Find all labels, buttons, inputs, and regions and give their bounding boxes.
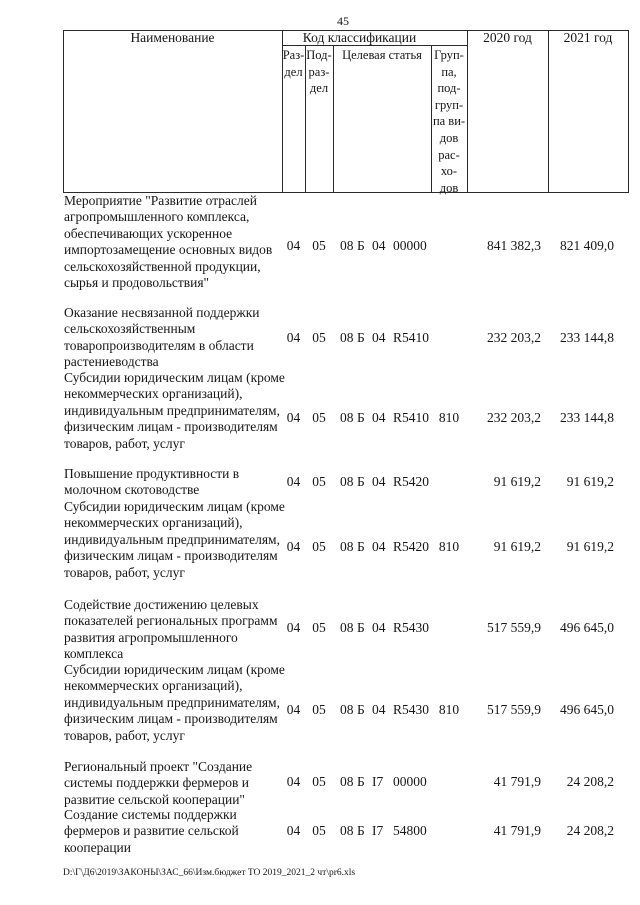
target-article-part: 04 (372, 330, 386, 345)
target-article-part: Б (357, 774, 365, 789)
row-name: Региональный проект "Создание системы поддержки фермеров и развитие сельской кооперации" (64, 759, 253, 807)
header-col-divider (467, 30, 468, 193)
target-article-part: 00000 (393, 238, 427, 253)
amount-2021: 233 144,8 (560, 330, 614, 345)
expense-group-code: 810 (438, 539, 460, 554)
amount-2021: 24 208,2 (566, 774, 614, 789)
target-article-part: R5420 (393, 474, 430, 489)
amount-2021: 233 144,8 (560, 410, 614, 425)
target-article-part: 54800 (393, 823, 427, 838)
target-article-part: Б (357, 410, 365, 425)
target-article-part: 04 (372, 410, 386, 425)
row-name: Содействие достижению целевых показателей региональных программ развития агропромышленного комплекса (64, 597, 278, 662)
target-article-part: 08 (340, 774, 354, 789)
header-left-border (63, 30, 64, 193)
amount-2021: 821 409,0 (560, 238, 614, 253)
target-article-part: Б (357, 330, 365, 345)
amount-2020: 517 559,9 (487, 620, 541, 635)
subsection-code: 05 (312, 238, 326, 253)
amount-2020: 232 203,2 (487, 410, 541, 425)
header-expense-group: Груп- па, под- груп- па ви- дов рас- хо- дов (432, 48, 466, 195)
target-article-part: 08 (340, 823, 354, 838)
header-col-divider (333, 45, 334, 193)
row-name: Субсидии юридическим лицам (кроме некоммерческих организаций), индивидуальным предпринимателям, физическим лицам - производителям товаров, работ, услуг (64, 499, 285, 580)
section-code: 04 (286, 774, 301, 789)
row-name: Повышение продуктивности в молочном скотоводстве (64, 466, 240, 498)
amount-2020: 41 791,9 (493, 823, 541, 838)
amount-2020: 91 619,2 (493, 474, 541, 489)
amount-2021: 496 645,0 (560, 620, 614, 635)
amount-2020: 91 619,2 (493, 539, 541, 554)
target-article-part: Б (357, 238, 365, 253)
subsection-code: 05 (312, 774, 326, 789)
header-classification: Код классификации (302, 30, 417, 45)
target-article-part: 08 (340, 620, 354, 635)
row-name: Мероприятие "Развитие отраслей агропромышленного комплекса, обеспечивающих ускоренное импортозамещение основных видов сельскохозяйственной продукции, сырья и продовольствия" (64, 193, 273, 291)
subsection-code: 05 (312, 410, 326, 425)
header-name: Наименование (130, 30, 215, 45)
target-article-part: 04 (372, 539, 386, 554)
header-year-2020: 2020 год (483, 30, 532, 45)
row-name: Оказание несвязанной поддержки сельскохозяйственным товаропроизводителям в области растениеводства (64, 305, 260, 370)
target-article-part: Б (357, 539, 365, 554)
section-code: 04 (286, 330, 301, 345)
row-name: Создание системы поддержки фермеров и развитие сельской кооперации (64, 807, 239, 855)
target-article-part: I7 (372, 774, 384, 789)
target-article-part: 08 (340, 330, 354, 345)
section-code: 04 (286, 539, 301, 554)
row-name: Субсидии юридическим лицам (кроме некоммерческих организаций), индивидуальным предпринимателям, физическим лицам - производителям товаров, работ, услуг (64, 662, 285, 743)
target-article-part: 08 (340, 539, 354, 554)
section-code: 04 (286, 702, 301, 717)
header-year-2021: 2021 год (563, 30, 613, 45)
target-article-part: 08 (340, 702, 354, 717)
amount-2020: 232 203,2 (487, 330, 541, 345)
target-article-part: 00000 (393, 774, 427, 789)
section-code: 04 (286, 410, 301, 425)
amount-2020: 41 791,9 (493, 774, 541, 789)
target-article-part: 08 (340, 238, 354, 253)
target-article-part: Б (357, 702, 365, 717)
subsection-code: 05 (312, 702, 326, 717)
header-section: Раз- дел (282, 48, 305, 79)
section-code: 04 (286, 474, 301, 489)
page-number: 45 (337, 14, 349, 28)
amount-2021: 24 208,2 (566, 823, 614, 838)
target-article-part: R5410 (393, 330, 430, 345)
target-article-part: R5420 (393, 539, 430, 554)
target-article-part: 08 (340, 410, 354, 425)
subsection-code: 05 (312, 539, 326, 554)
section-code: 04 (286, 620, 301, 635)
header-subsection: Под- раз- дел (306, 48, 332, 96)
section-code: 04 (286, 238, 301, 253)
amount-2021: 496 645,0 (560, 702, 614, 717)
amount-2021: 91 619,2 (566, 474, 614, 489)
amount-2020: 517 559,9 (487, 702, 541, 717)
subsection-code: 05 (312, 620, 326, 635)
subsection-code: 05 (312, 330, 326, 345)
target-article-part: 04 (372, 702, 386, 717)
target-article-part: R5430 (393, 702, 430, 717)
expense-group-code: 810 (438, 702, 460, 717)
row-name: Субсидии юридическим лицам (кроме некоммерческих организаций), индивидуальным предпринимателям, физическим лицам - производителям товаров, работ, услуг (64, 370, 285, 451)
expense-group-code: 810 (438, 410, 460, 425)
target-article-part: Б (357, 474, 365, 489)
target-article-part: 04 (372, 620, 386, 635)
amount-2021: 91 619,2 (566, 539, 614, 554)
footer-file-path: D:\Г\Д6\2019\ЗАКОНЫ\ЗАС_66\Изм.бюджет ТО 2019_2021_2 чт\pr6.xls (63, 868, 356, 878)
target-article-part: 08 (340, 474, 354, 489)
subsection-code: 05 (312, 823, 326, 838)
header-col-divider (548, 30, 549, 193)
target-article-part: I7 (372, 823, 384, 838)
header-right-border (628, 30, 629, 193)
target-article-part: Б (357, 620, 365, 635)
section-code: 04 (286, 823, 301, 838)
subsection-code: 05 (312, 474, 326, 489)
target-article-part: 04 (372, 238, 386, 253)
target-article-part: R5430 (393, 620, 430, 635)
target-article-part: 04 (372, 474, 386, 489)
target-article-part: Б (357, 823, 365, 838)
header-target-article: Целевая статья (342, 48, 422, 62)
target-article-part: R5410 (393, 410, 430, 425)
amount-2020: 841 382,3 (487, 238, 541, 253)
